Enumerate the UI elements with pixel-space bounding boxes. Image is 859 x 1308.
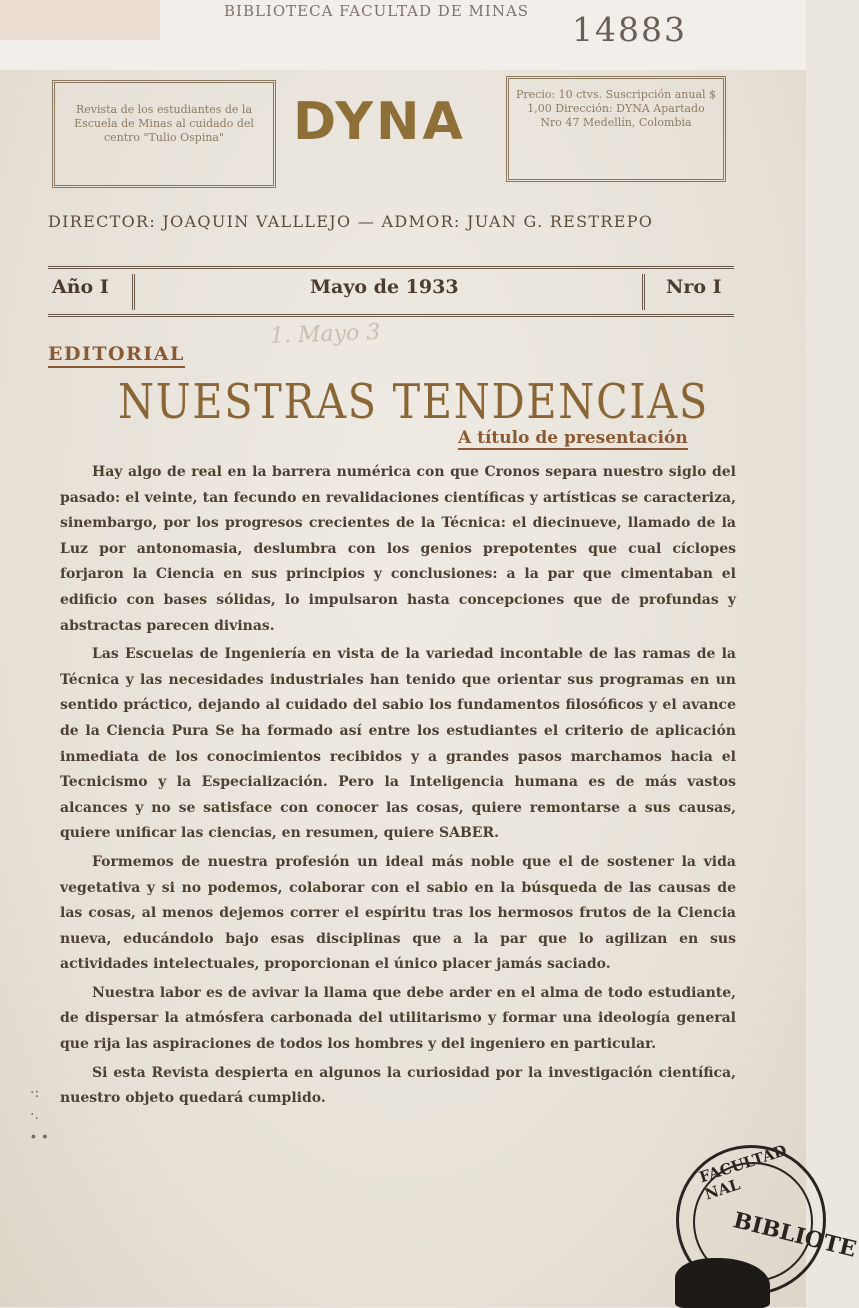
section-label: EDITORIAL <box>48 343 185 368</box>
paragraph: Nuestra labor es de avivar la llama que debe arder en el alma de todo estudiante, de dispersar la atmósfera carbonada del utilitarismo y formar una ideología general que rija las aspiraciones de todos los hombres y del ingeniero en particular. <box>60 984 736 1053</box>
masthead-right-box: Precio: 10 ctvs. Suscripción anual $ 1,00 Dirección: DYNA Apartado Nro 47 Medellín, Colombia <box>506 76 726 182</box>
seal-top-text: FACULTAD NAL <box>697 1141 789 1204</box>
paragraph: Hay algo de real en la barrera numérica con que Cronos separa nuestro siglo del pasado: el veinte, tan fecundo en revalidaciones científicas y artísticas se caracteriza, sinembargo, por los progresos crecientes de la Técnica: el diecinueve, llamado de la Luz por antonomasia, deslumbra con los genios prepotentes que cual cíclopes forjaron la Ciencia en sus principios y conclusiones: a la par que cimentaban el edificio con bases sólidas, lo impulsaron hasta concepciones que de profundas y abstractas parecen divinas. <box>60 464 736 634</box>
article-subtitle: A título de presentación <box>458 428 688 448</box>
issue-number: Nro I <box>666 276 722 298</box>
paragraph: Formemos de nuestra profesión un ideal más noble que el de sostener la vida vegetativa y si no podemos, colaborar con el sabio en la búsqueda de las causas de las cosas, al menos dejemos correr el espíritu tras los hermosos frutos de la Ciencia nueva, educándolo bajo esas disciplinas que a la par que lo agilizan en sus actividades intelectuales, proporcionan el único placer jamás saciado. <box>60 853 736 973</box>
seal-center-text: BIBLIOTE <box>730 1207 859 1263</box>
handwritten-note: 1. Mayo 3 <box>269 320 381 349</box>
issue-band <box>48 266 734 320</box>
tape-stain <box>0 0 160 40</box>
article-headline: NUESTRAS TENDENCIAS <box>118 374 709 430</box>
paragraph: Si esta Revista despierta en algunos la curiosidad por la investigación científica, nuestro objeto quedará cumplido. <box>60 1064 736 1107</box>
masthead-left-box: Revista de los estudiantes de la Escuela de Minas al cuidado del centro "Tulio Ospina" <box>52 80 276 188</box>
catalog-number: 14883 <box>572 10 687 49</box>
margin-specks: ·: ·. ∙ ∙ <box>30 1085 49 1145</box>
paragraph: Las Escuelas de Ingeniería en vista de la variedad incontable de las ramas de la Técnica y las necesidades industriales han tenido que orientar sus programas en un sentido práctico, dejando al cuidado del sabio los fundamentos filosóficos y el avance de la Ciencia Pura Se ha formado así entre los estudiantes el criterio de aplicación inmediata de los conocimientos recibidos y a grandes pasos marchamos hacia el Tecnicismo y la Especialización. Pero la Inteligencia humana es de más vastos alcances y no se satisface con conocer las cosas, quiere remontarse a sus causas, quiere unificar las ciencias, en resumen, quiere SABER. <box>60 646 736 842</box>
article-body <box>60 460 736 1115</box>
staff-line: DIRECTOR: JOAQUIN VALLLEJO — ADMOR: JUAN G. RESTREPO <box>48 212 654 231</box>
library-stamp: BIBLIOTECA FACULTAD DE MINAS <box>224 2 530 20</box>
issue-year: Año I <box>52 276 109 298</box>
magazine-title: DYNA <box>293 92 466 152</box>
issue-date: Mayo de 1933 <box>310 276 459 298</box>
